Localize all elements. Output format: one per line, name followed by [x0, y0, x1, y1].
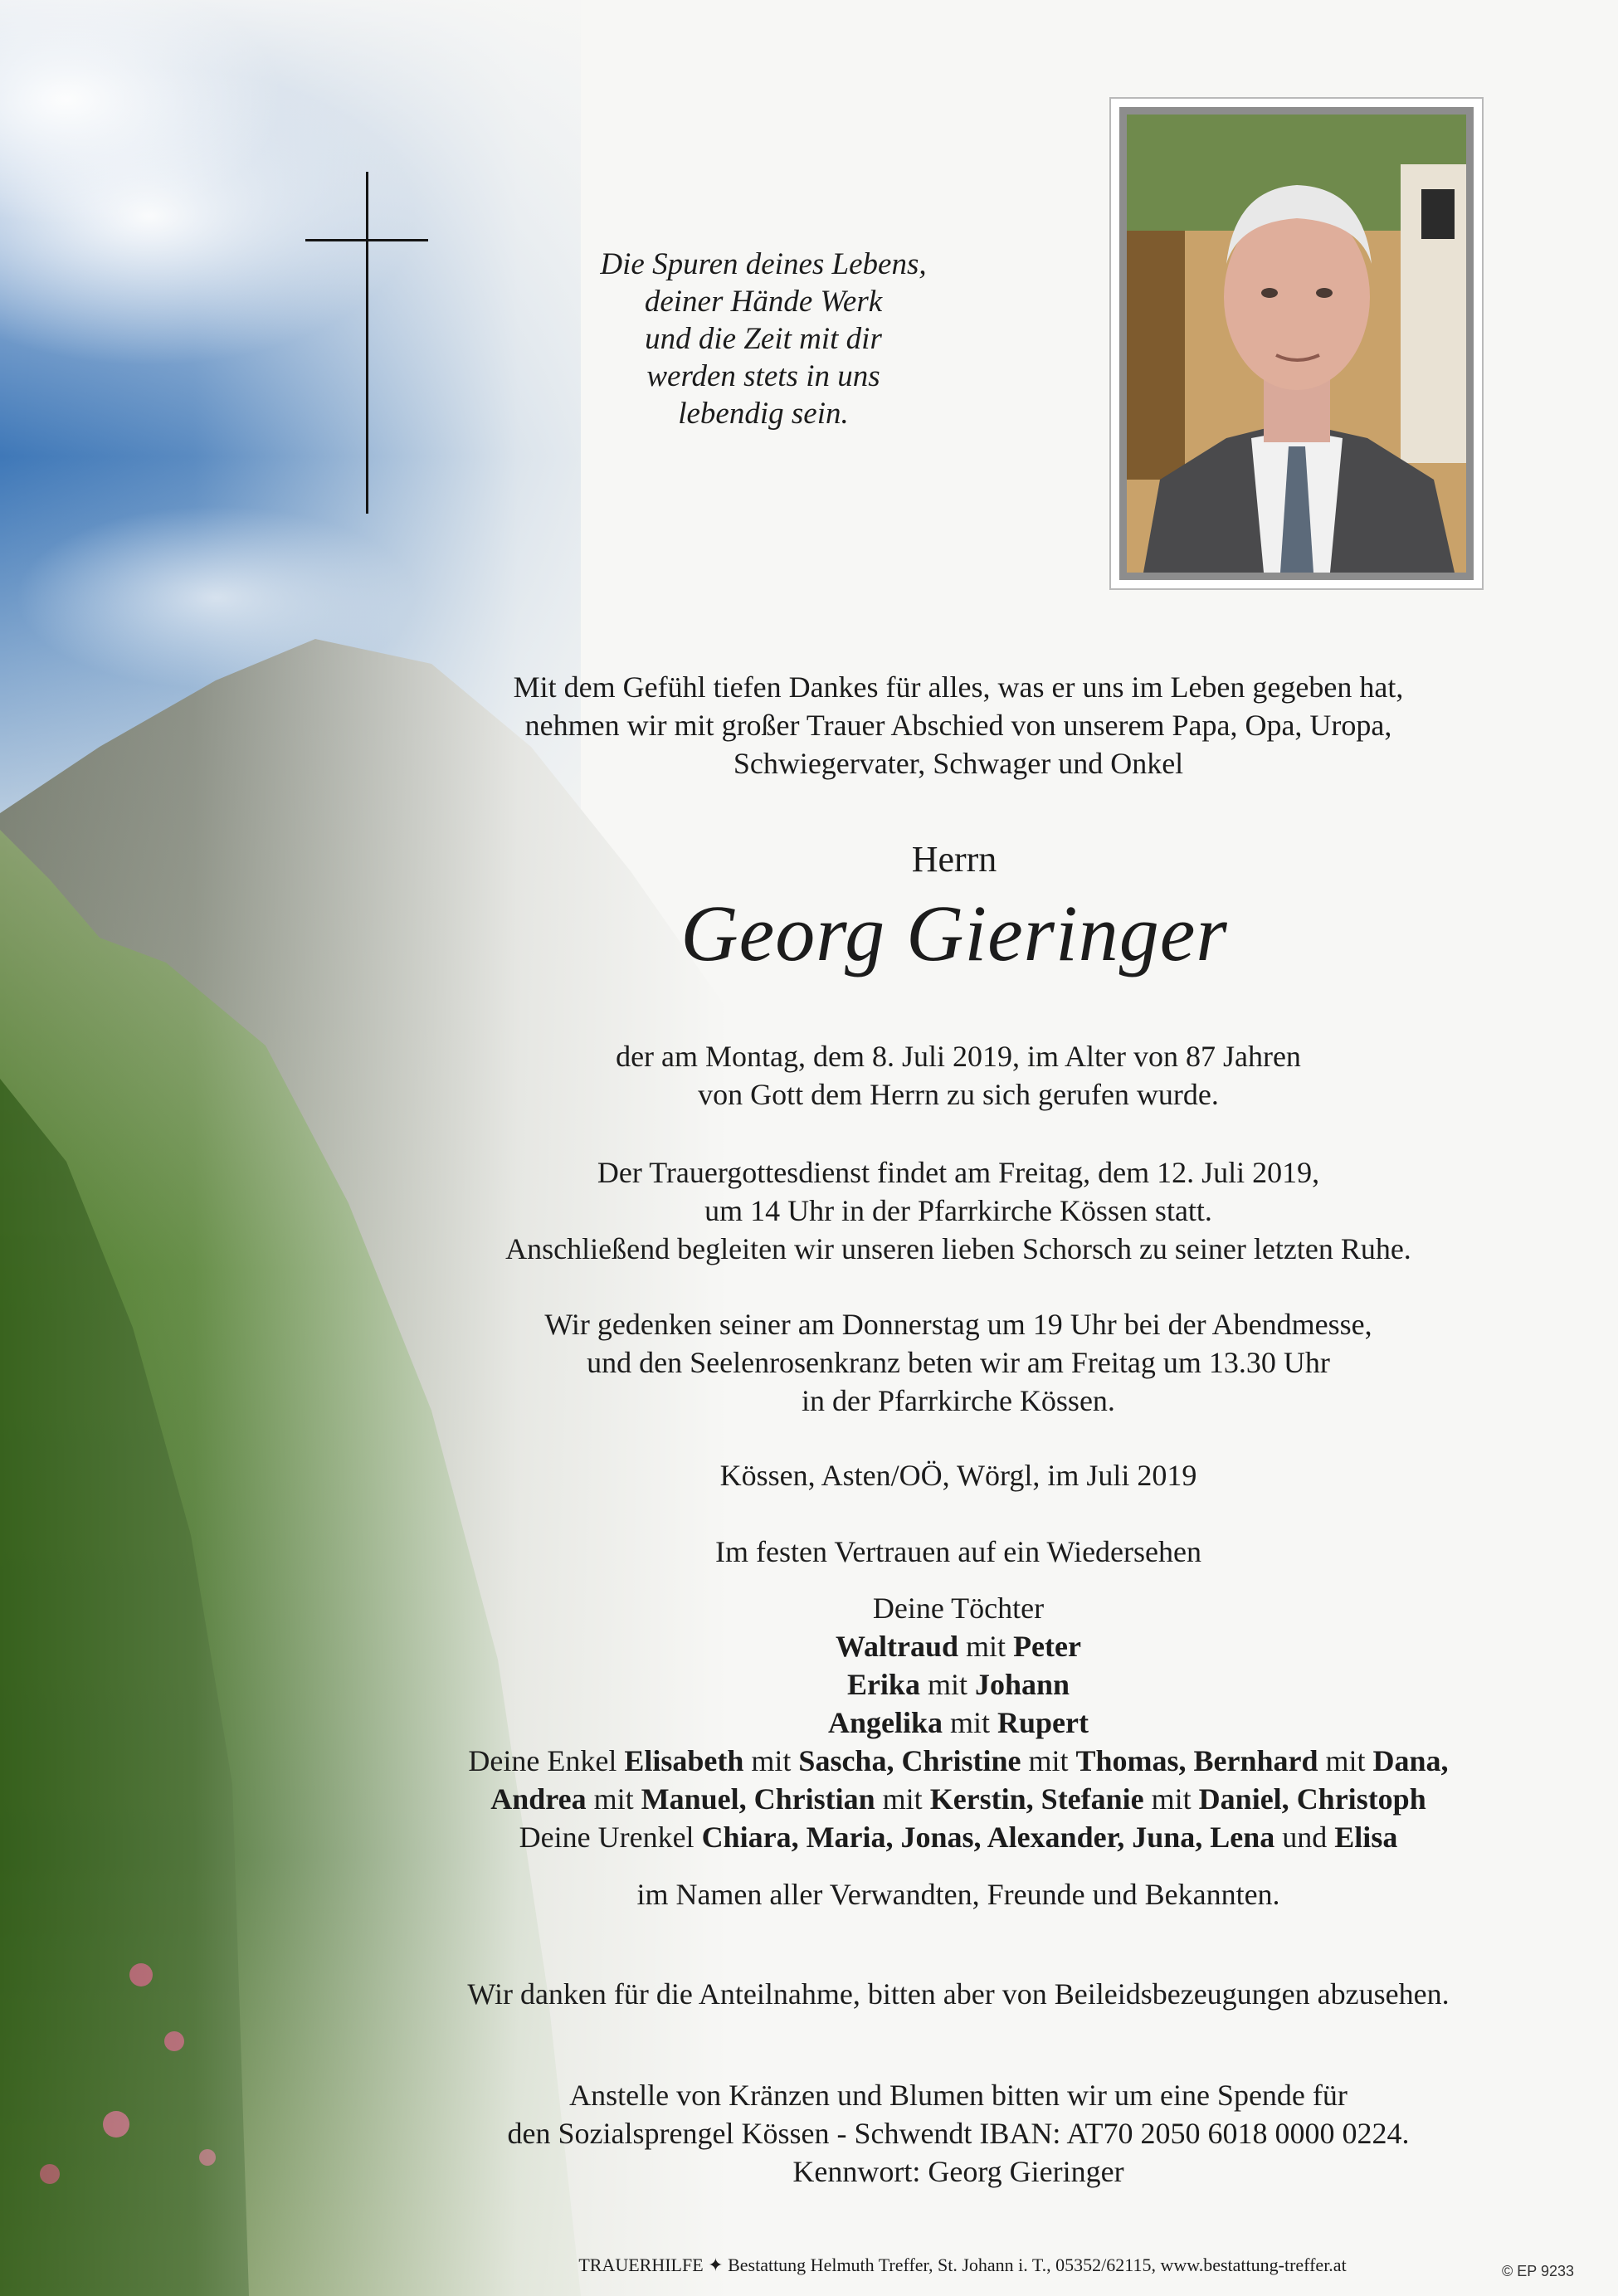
- deceased-name: Georg Gieringer: [680, 889, 1228, 977]
- donation-info: [348, 2076, 1568, 2191]
- place-date: Kössen, Asten/OÖ, Wörgl, im Juli 2019: [719, 1459, 1197, 1492]
- service-line: Der Trauergottesdienst findet am Freitag, dem 12. Juli 2019,: [597, 1156, 1320, 1189]
- service-line: Anschließend begleiten wir unseren lieben Schorsch zu seiner letzten Ruhe.: [505, 1232, 1411, 1265]
- intro-text: [348, 668, 1568, 782]
- reference-code: © EP 9233: [1502, 2263, 1574, 2279]
- family-pair: Angelika mit Rupert: [827, 1706, 1089, 1739]
- poem-line: deiner Hände Werk: [644, 285, 883, 319]
- grandchildren-line: Andrea mit Manuel, Christian mit Kerstin, Stefanie mit Daniel, Christoph: [490, 1782, 1426, 1816]
- service-line: um 14 Uhr in der Pfarrkirche Kössen statt.: [704, 1194, 1212, 1227]
- salutation: Herrn: [911, 839, 997, 880]
- portrait-photo-mat: [1119, 107, 1474, 580]
- service-info: [348, 1153, 1568, 1268]
- family-pair: Waltraud mit Peter: [836, 1630, 1081, 1663]
- daughters-label: Deine Töchter: [872, 1592, 1045, 1625]
- cross-icon: [366, 172, 368, 514]
- poem: [514, 246, 1012, 432]
- remembrance-line: in der Pfarrkirche Kössen.: [802, 1384, 1115, 1417]
- poem-line: lebendig sein.: [678, 397, 849, 431]
- portrait-photo-frame: [1109, 97, 1484, 590]
- great-grandchildren-line: Deine Urenkel Chiara, Maria, Jonas, Alexander, Juna, Lena und Elisa: [519, 1821, 1398, 1854]
- death-line: von Gott dem Herrn zu sich gerufen wurde.: [698, 1078, 1219, 1111]
- remembrance-line: und den Seelenrosenkranz beten wir am Freitag um 13.30 Uhr: [587, 1346, 1330, 1379]
- faith-line: Im festen Vertrauen auf ein Wiedersehen: [715, 1535, 1201, 1568]
- family-list: [348, 1589, 1568, 1856]
- donation-line: den Sozialsprengel Kössen - Schwendt IBAN: AT70 2050 6018 0000 0224.: [507, 2117, 1410, 2150]
- death-line: der am Montag, dem 8. Juli 2019, im Alter von 87 Jahren: [616, 1040, 1301, 1073]
- remembrance-info: [348, 1305, 1568, 1420]
- intro-line: nehmen wir mit großer Trauer Abschied von unserem Papa, Opa, Uropa,: [524, 709, 1392, 742]
- death-notice: [348, 1037, 1568, 1114]
- portrait-photo: [1127, 115, 1466, 573]
- poem-line: und die Zeit mit dir: [645, 322, 882, 356]
- relatives-line: im Namen aller Verwandten, Freunde und Bekannten.: [636, 1878, 1280, 1911]
- poem-line: werden stets in uns: [646, 359, 880, 393]
- donation-line: Anstelle von Kränzen und Blumen bitten wir um eine Spende für: [569, 2079, 1348, 2112]
- poem-line: Die Spuren deines Lebens,: [600, 247, 927, 281]
- donation-line: Kennwort: Georg Gieringer: [792, 2155, 1124, 2188]
- grandchildren-line: Deine Enkel Elisabeth mit Sascha, Christine mit Thomas, Bernhard mit Dana,: [468, 1744, 1449, 1777]
- thanks-line: Wir danken für die Anteilnahme, bitten aber von Beileidsbezeugungen abzusehen.: [467, 1977, 1450, 2011]
- remembrance-line: Wir gedenken seiner am Donnerstag um 19 Uhr bei der Abendmesse,: [544, 1308, 1372, 1341]
- intro-line: Mit dem Gefühl tiefen Dankes für alles, was er uns im Leben gegeben hat,: [513, 670, 1404, 704]
- cross-icon-bar: [305, 239, 428, 241]
- footer-brand: TRAUERHILFE: [578, 2255, 704, 2275]
- footer-text: Bestattung Helmuth Treffer, St. Johann i. T., 05352/62115, www.bestattung-treffer.at: [728, 2255, 1347, 2275]
- dove-icon: ✦: [708, 2255, 724, 2275]
- intro-line: Schwiegervater, Schwager und Onkel: [733, 747, 1184, 780]
- footer: [348, 2255, 1577, 2276]
- family-pair: Erika mit Johann: [846, 1668, 1070, 1701]
